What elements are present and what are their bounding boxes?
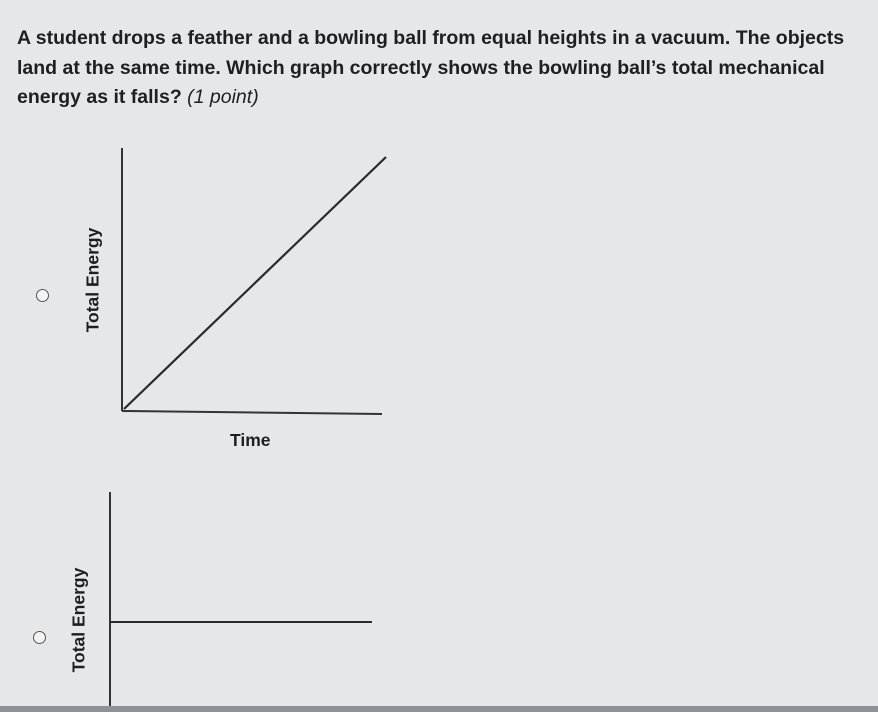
question-prompt: A student drops a feather and a bowling ball from equal heights in a vacuum. The objects land at the same time. Which graph correctly shows the bowling ball’s total mechanical energy as it falls? bbox=[17, 27, 845, 108]
question-points: (1 point) bbox=[187, 86, 259, 108]
option-b-y-axis-label: Total Energy bbox=[68, 567, 89, 673]
option-a-y-axis-label: Total Energy bbox=[82, 227, 103, 333]
bottom-edge bbox=[0, 706, 878, 712]
option-a-x-axis-label: Time bbox=[230, 430, 271, 450]
